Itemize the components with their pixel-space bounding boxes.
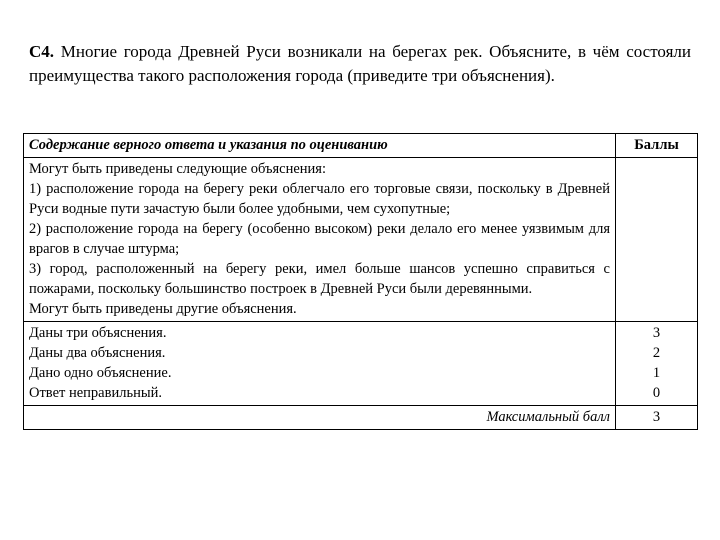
criterion-1-points: 1 bbox=[652, 365, 661, 381]
criterion-3-points: 3 bbox=[652, 325, 661, 341]
criterion-1-text: Дано одно объяснение. bbox=[29, 365, 172, 381]
grading-table bbox=[23, 133, 698, 430]
question-block bbox=[29, 40, 691, 87]
criterion-2-text: Даны два объяснения. bbox=[29, 345, 166, 361]
criterion-3-text: Даны три объяснения. bbox=[29, 325, 167, 341]
answer-points-cell bbox=[616, 158, 698, 322]
answer-item-1: 1) расположение города на берегу реки облегчало его торговые связи, поскольку в Древней Руси водные пути зачастую были более удобными, чем сухопутные; bbox=[29, 181, 610, 217]
table-header-row bbox=[24, 134, 698, 158]
question-number: С4. bbox=[29, 42, 55, 61]
question-text: Многие города Древней Руси возникали на берегах рек. Объясните, в чём состояли преимущества такого расположения города (приведите три объяснения). bbox=[29, 42, 692, 85]
answer-content-cell bbox=[24, 158, 616, 322]
header-content-cell: Содержание верного ответа и указания по оцениванию bbox=[24, 134, 616, 158]
criteria-row bbox=[24, 322, 698, 406]
answer-row bbox=[24, 158, 698, 322]
max-score-points: 3 bbox=[616, 406, 698, 430]
answer-item-3: 3) город, расположенный на берегу реки, имел больше шансов успешно справиться с пожарами, поскольку большинство построек в Древней Руси были деревянными. bbox=[29, 261, 610, 297]
answer-outro: Могут быть приведены другие объяснения. bbox=[29, 301, 297, 317]
answer-intro: Могут быть приведены следующие объяснения: bbox=[29, 161, 326, 177]
criteria-points-cell bbox=[616, 322, 698, 406]
max-score-label: Максимальный балл bbox=[24, 406, 616, 430]
criterion-0-text: Ответ неправильный. bbox=[29, 385, 162, 401]
max-score-row bbox=[24, 406, 698, 430]
header-points-cell: Баллы bbox=[616, 134, 698, 158]
answer-item-2: 2) расположение города на берегу (особенно высоком) реки делало его менее уязвимым для врагов в случае штурма; bbox=[29, 221, 610, 257]
criteria-text-cell bbox=[24, 322, 616, 406]
criterion-2-points: 2 bbox=[652, 345, 661, 361]
criterion-0-points: 0 bbox=[652, 385, 661, 401]
